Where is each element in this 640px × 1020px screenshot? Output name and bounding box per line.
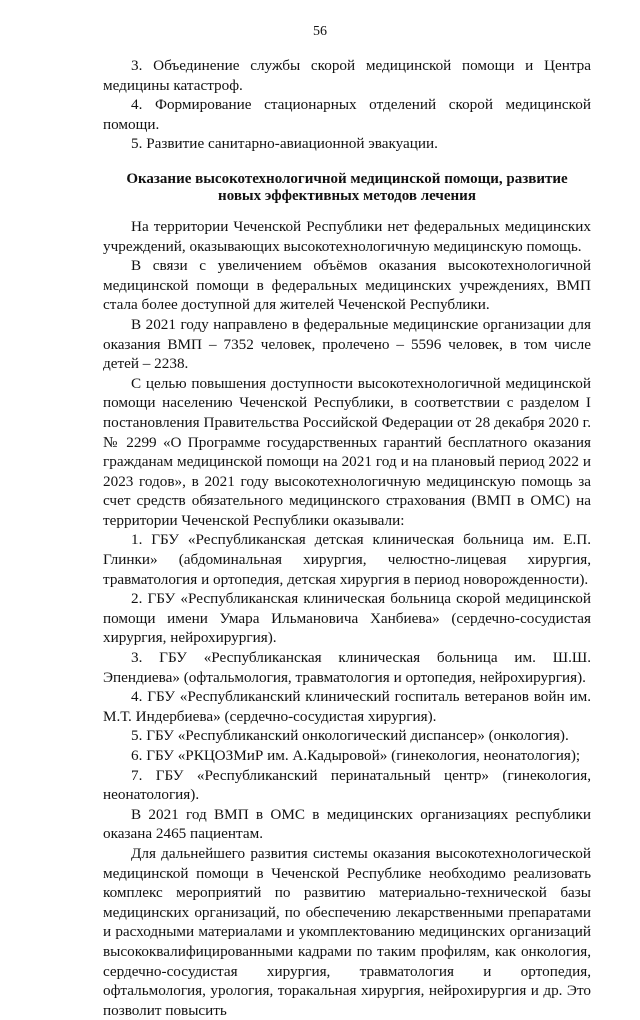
list-item: 2. ГБУ «Республиканская клиническая больница скорой медицинской помощи имени Умара Ильмановича Ханбиева» (сердечно-сосудистая хирургия, нейрохирургия). — [103, 590, 591, 647]
paragraph: Для дальнейшего развития системы оказания высокотехнологической медицинской помощи в Чеченской Республике необходимо реализовать комплекс мероприятий по развитию материально-технической базы медицинских организаций, по обеспечению лекарственными препаратами и расходными материалами и укомплектованию медицинских организаций высококвалифицированными кадрами по таким профилям, как онкология, сердечно-сосудистая хирургия, травматология и ортопедия, офтальмология, урология, торакальная хирургия, нейрохирургия и др. Это позволит повысить — [103, 844, 591, 1019]
list-item: 1. ГБУ «Республиканская детская клиническая больница им. Е.П. Глинки» (абдоминальная хирургия, челюстно-лицевая хирургия, травматология и ортопедия, детская хирургия в период новорожденности). — [103, 531, 591, 588]
list-item: 7. ГБУ «Республиканский перинатальный центр» (гинекология, неонатология). — [103, 766, 591, 804]
paragraph: На территории Чеченской Республики нет федеральных медицинских учреждений, оказывающих высокотехнологичную медицинскую помощь. — [103, 217, 591, 255]
list-item: 5. Развитие санитарно-авиационной эвакуации. — [131, 135, 438, 153]
page-number: 56 — [313, 24, 327, 39]
list-item: 4. ГБУ «Республиканский клинический госпиталь ветеранов войн им. М.Т. Индербиева» (сердечно-сосудистая хирургия). — [103, 688, 591, 725]
section-title: Оказание высокотехнологичной медицинской помощи, развитие новых эффективных методов лечения — [126, 170, 568, 204]
list-item: 3. Объединение службы скорой медицинской помощи и Центра медицины катастроф. — [103, 57, 591, 94]
list-item: 4. Формирование стационарных отделений скорой медицинской помощи. — [103, 96, 591, 133]
paragraph: В 2021 год ВМП в ОМС в медицинских организациях республики оказана 2465 пациентам. — [103, 805, 591, 843]
paragraph: С целью повышения доступности высокотехнологичной медицинской помощи населению Чеченской Республики, в соответствии с разделом I постановления Правительства Российской Федерации от 28 декабря 2020 г. № 2299 «О Программе государственных гарантий бесплатного оказания гражданам медицинской помощи на 2021 год и на плановый период 2022 и 2023 годов», в 2021 году высокотехнологичную медицинскую помощь за счет средств обязательного медицинского страхования (ВМП в ОМС) на территории Чеченской Республики оказывали: — [103, 374, 591, 529]
paragraph: В 2021 году направлено в федеральные медицинские организации для оказания ВМП – 7352 человек, пролечено – 5596 человек, в том числе детей – 2238. — [103, 315, 591, 373]
list-item: 6. ГБУ «РКЦОЗМиР им. А.Кадыровой» (гинекология, неонатология); — [131, 747, 581, 764]
list-item: 3. ГБУ «Республиканская клиническая больница им. Ш.Ш. Эпендиева» (офтальмология, травматология и ортопедия, нейрохирургия). — [103, 649, 591, 686]
page-content — [103, 56, 591, 1020]
paragraph: В связи с увеличением объёмов оказания высокотехнологичной медицинской помощи в федеральных медицинских учреждениях, ВМП стала более доступной для жителей Чеченской Республики. — [103, 257, 591, 314]
list-item: 5. ГБУ «Республиканский онкологический диспансер» (онкология). — [131, 727, 569, 745]
